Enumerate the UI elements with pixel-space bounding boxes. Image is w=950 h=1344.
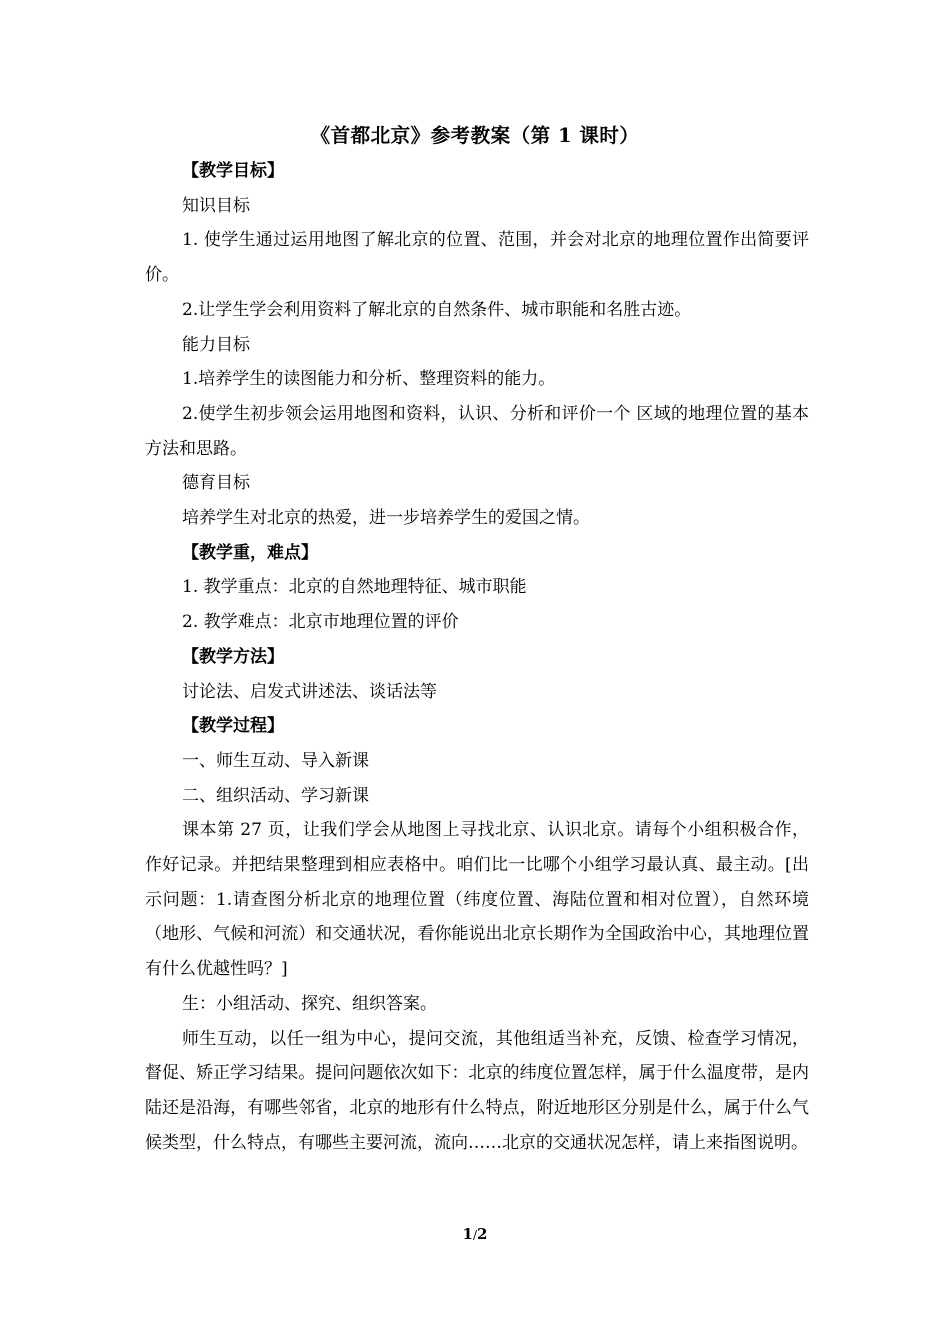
paragraph: 能力目标	[182, 334, 250, 355]
paragraph: 一、师生互动、导入新课	[182, 750, 369, 771]
paragraph: 二、组织活动、学习新课	[182, 785, 369, 806]
page-total: 2	[477, 1225, 488, 1243]
paragraph: 1. 使学生通过运用地图了解北京的位置、范围，并会对北京的地理位置作出简要评价。	[145, 230, 809, 286]
page-separator: /	[472, 1228, 478, 1242]
paragraph: 2.让学生学会利用资料了解北京的自然条件、城市职能和名胜古迹。	[182, 299, 692, 320]
paragraph: 知识目标	[182, 195, 250, 216]
paragraph: 2.使学生初步领会运用地图和资料，认识、分析和评价一个 区域的地理位置的基本方法和思路。	[145, 403, 809, 459]
paragraph: 【教学目标】	[182, 161, 284, 181]
paragraph: 德育目标	[182, 473, 250, 494]
paragraph: 师生互动，以任一组为中心，提问交流，其他组适当补充，反馈、检查学习情况，督促、矫正学习结果。提问问题依次如下：北京的纬度位置怎样，属于什么温度带，是内陆还是沿海，有哪些邻省，北京的地形有什么特点，附近地形区分别是什么，属于什么气候类型，什么特点，有哪些主要河流，流向……北京的交通状况怎样，请上来指图说明。	[145, 1028, 809, 1153]
paragraph: 【教学方法】	[182, 646, 284, 667]
document-body	[145, 154, 809, 1160]
paragraph: 【教学重，难点】	[182, 542, 318, 563]
paragraph: 2. 教学难点：北京市地理位置的评价	[182, 612, 459, 633]
paragraph: 培养学生对北京的热爱，进一步培养学生的爱国之情。	[182, 508, 590, 529]
document-title: 《首都北京》参考教案（第 1 课时）	[310, 124, 640, 147]
paragraph: 课本第 27 页，让我们学会从地图上寻找北京、认识北京。请每个小组积极合作，作好记录。并把结果整理到相应表格中。咱们比一比哪个小组学习最认真、最主动。[出示问题：1.请查图分析北京的地理位置（纬度位置、海陆位置和相对位置），自然环境 （地形、气候和河流）和交通状况，看你能说出北京长期作为全国政治中心，其地理位置有什么优越性吗？]	[145, 820, 809, 980]
paragraph: 讨论法、启发式讲述法、谈话法等	[182, 681, 437, 702]
paragraph: 生：小组活动、探究、组织答案。	[182, 993, 437, 1014]
paragraph: 1.培养学生的读图能力和分析、整理资料的能力。	[182, 369, 556, 390]
page-number	[0, 1225, 950, 1243]
paragraph: 【教学过程】	[182, 716, 284, 737]
page-current: 1	[462, 1225, 473, 1243]
paragraph: 1. 教学重点：北京的自然地理特征、城市职能	[182, 577, 527, 598]
